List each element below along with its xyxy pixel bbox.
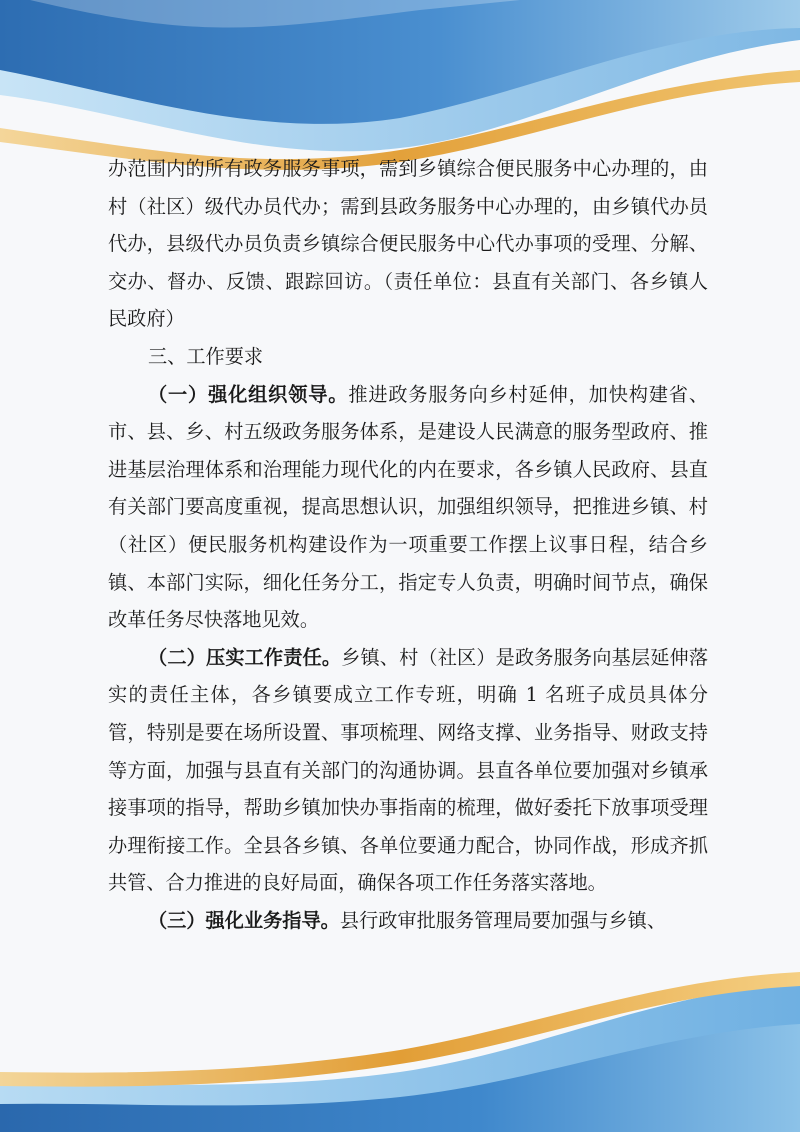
item-lead-3: （三）强化业务指导。: [148, 908, 340, 932]
item-paragraph-1: [108, 376, 708, 639]
item-lead-2: （二）压实工作责任。: [148, 645, 342, 669]
item-text-2: 乡镇、村（社区）是政务服务向基层延伸落实的责任主体，各乡镇要成立工作专班，明确 1 名班子成员具体分管，特别是要在场所设置、事项梳理、网络支撑、业务指导、财政支持等方面，加强与县直有关部门的沟通协调。县直各单位要加强对乡镇承接事项的指导，帮助乡镇加快办事指南的梳理，做好委托下放事项受理办理衔接工作。全县各乡镇、各单位要通力配合，协同作战，形成齐抓共管、合力推进的良好局面，确保各项工作任务落实落地。: [108, 645, 709, 895]
item-paragraph-3: [108, 902, 708, 940]
item-paragraph-2: [108, 639, 708, 902]
item-text-3: 县行政审批服务管理局要加强与乡镇、: [339, 908, 667, 932]
item-text-1: 推进政务服务向乡村延伸，加快构建省、市、县、乡、村五级政务服务体系，是建设人民满意的服务型政府、推进基层治理体系和治理能力现代化的内在要求，各乡镇人民政府、县直有关部门要高度重视，提高思想认识，加强组织领导，把推进乡镇、村（社区）便民服务机构建设作为一项重要工作摆上议事日程，结合乡镇、本部门实际，细化任务分工，指定专人负责，明确时间节点，确保改革任务尽快落地见效。: [108, 382, 709, 632]
item-lead-1: （一）强化组织领导。: [148, 382, 349, 406]
bottom-wave-decoration: [0, 932, 800, 1132]
document-body: [108, 150, 708, 939]
continuation-paragraph: 办范围内的所有政务服务事项，需到乡镇综合便民服务中心办理的，由村（社区）级代办员代办；需到县政务服务中心办理的，由乡镇代办员代办，县级代办员负责乡镇综合便民服务中心代办事项的受理、分解、交办、督办、反馈、跟踪回访。（责任单位：县直有关部门、各乡镇人民政府）: [108, 157, 708, 331]
section-heading: 三、工作要求: [148, 344, 264, 368]
